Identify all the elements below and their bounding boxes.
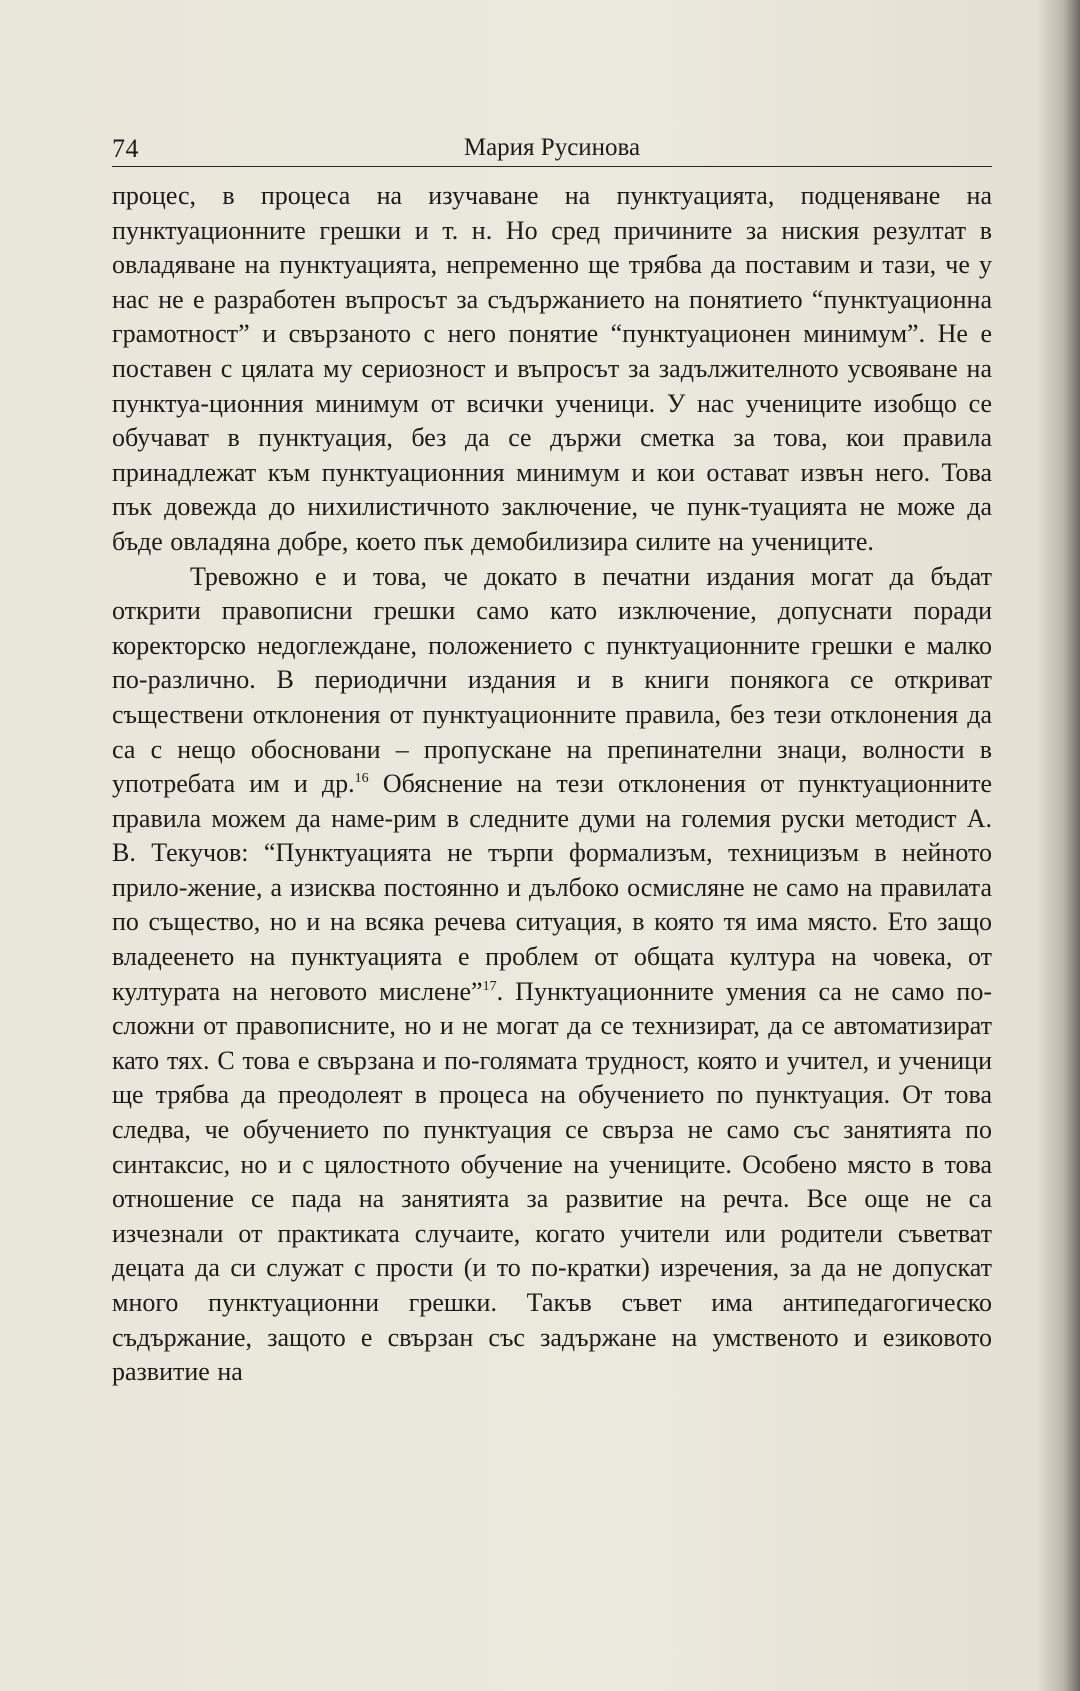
paragraph-2-part-a: Тревожно е и това, че докато в печатни издания могат да бъдат открити правописни грешки само като изключение, допуснати поради коректорско недоглеждане, положението с пунктуационните грешки е малко по-различно. В периодични издания и в книги понякога се откриват съществени отклонения от пунктуационните правила, без тези отклонения да са с нещо обосновани – пропускане на препинателни знаци, волности в употребата им и др. bbox=[112, 561, 992, 799]
body-text bbox=[112, 179, 992, 1390]
paragraph-2-part-b: Обяснение на тези отклонения от пунктуационните правила можем да наме-рим в следните думи на големия руски методист А. В. Текучов: “Пунктуацията не търпи формализъм, техницизъм в нейното прило-жение, а изисква постоянно и дълбоко осмисляне не само на правилата по същество, но и на всяка речева ситуация, в която тя има място. Ето защо владеенето на пунктуацията е проблем от общата култура на човека, от културата на неговото мислене” bbox=[112, 769, 992, 1006]
running-title: Мария Русинова bbox=[463, 134, 641, 161]
page-header bbox=[112, 130, 992, 167]
paragraph-1: процес, в процеса на изучаване на пунктуацията, подценяване на пунктуационните грешки и т. н. Но сред причините за ниския резултат в овладяване на пунктуацията, непременно ще трябва да поставим и тази, че у нас не е разработен въпросът за съдържанието на понятието “пунктуационна грамотност” и свързаното с него понятие “пунктуационен минимум”. Не е поставен с цялата му сериозност и въпросът за задължителното усвояване на пунктуа-ционния минимум от всички ученици. У нас учениците изобщо се обучават в пунктуация, без да се държи сметка за това, кои правила принадлежат към пунктуационния минимум и кои остават извън него. Това пък довежда до нихилистичното заключение, че пунк-туацията не може да бъде овладяна добре, което пък демобилизира силите на учениците. bbox=[112, 181, 992, 556]
paragraph-2 bbox=[112, 560, 992, 1390]
paragraph-2-part-c: . Пунктуационните умения са не само по-сложни от правописните, но и не могат да се технизират, да се автоматизират като тях. С това е свързана и по-голямата трудност, която и учител, и ученици ще трябва да преодолеят в процеса на обучението по пунктуация. От това следва, че обучението по пунктуация се свърза не само със занятията по синтаксис, но и с цялостното обучение на учениците. Особено място в това отношение се пада на занятията за развитие на речта. Все още не са изчезнали от практиката случаите, когато учители или родители съветват децата да си служат с прости (и то по-кратки) изречения, за да не допускат много пунктуационни грешки. Такъв съвет има антипедагогическо съдържание, защото е свързан със задържане на умственото и езиковото развитие на bbox=[112, 976, 992, 1387]
footnote-ref-16: 16 bbox=[354, 771, 369, 787]
footnote-ref-17: 17 bbox=[482, 978, 497, 994]
page-number: 74 bbox=[112, 134, 139, 163]
